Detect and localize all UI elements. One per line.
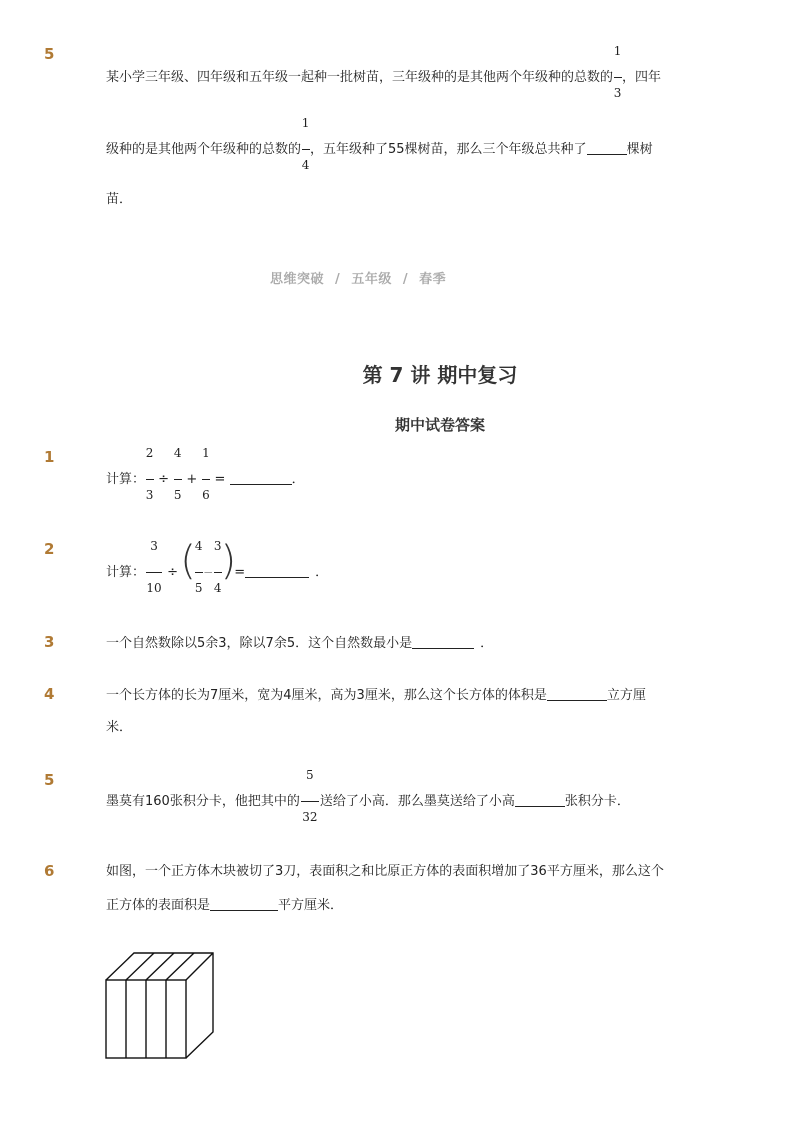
fraction-numerator: 4 — [173, 446, 182, 460]
question-tail: ． — [315, 565, 329, 580]
answer-blank[interactable] — [547, 687, 607, 701]
question-text-line: 苗． — [106, 192, 133, 207]
fraction-denominator: 3 — [613, 86, 622, 100]
fraction-numerator: 4 — [194, 539, 203, 553]
header-separator: / — [402, 272, 409, 287]
question-text-line — [106, 634, 493, 654]
operator: + — [186, 472, 198, 487]
header-subject: 思维突破 — [270, 272, 325, 287]
fraction-denominator: 3 — [145, 488, 154, 502]
fraction-numerator: 1 — [301, 116, 310, 130]
question-text-line — [106, 686, 646, 706]
calc-label: 计算： — [106, 565, 146, 580]
answer-blank[interactable] — [412, 635, 474, 649]
fraction — [613, 44, 622, 100]
question-text: ，四年 — [622, 70, 662, 85]
question-text: 立方厘 — [606, 688, 646, 703]
operator: = — [234, 565, 246, 580]
fraction-denominator: 10 — [146, 581, 162, 595]
question-text: 正方体的表面积是 — [106, 898, 211, 913]
question-number: 3 — [44, 633, 55, 651]
question-text: 棵树 — [626, 142, 653, 157]
header-term: 春季 — [419, 272, 447, 287]
fraction-denominator: 5 — [194, 581, 203, 595]
fraction — [145, 446, 154, 502]
operator: － — [203, 568, 214, 579]
calc-label: 计算： — [106, 472, 146, 487]
question-text-line — [106, 896, 343, 916]
parenthesized-expression — [180, 538, 237, 595]
question-number: 1 — [44, 448, 55, 466]
question-text-line — [106, 538, 329, 595]
fraction — [145, 539, 163, 595]
fraction-denominator: 4 — [213, 581, 222, 595]
question-number: 6 — [44, 862, 55, 880]
operator: ÷ — [158, 472, 170, 487]
fraction — [173, 446, 182, 502]
lecture-title: 第 7 讲 期中复习 — [362, 363, 518, 387]
question-text: 张积分卡． — [564, 794, 630, 809]
question-tail: ． — [480, 636, 494, 651]
question-text: 一个长方体的长为7厘米，宽为4厘米，高为3厘米，那么这个长方体的体积是 — [106, 688, 547, 703]
question-text: ，五年级种了55棵树苗，那么三个年级总共种了 — [310, 142, 587, 157]
question-number: 2 — [44, 540, 55, 558]
right-paren: ) — [220, 538, 237, 584]
question-tail: ． — [291, 472, 305, 487]
cut-cube-figure — [100, 946, 220, 1066]
question-text: 平方厘米． — [278, 898, 344, 913]
question-text-line — [106, 768, 630, 824]
fraction — [300, 768, 320, 824]
question-text-line — [106, 44, 662, 100]
answer-blank[interactable] — [210, 897, 278, 911]
operator: = — [214, 472, 226, 487]
fraction-denominator: 5 — [173, 488, 182, 502]
question-number: 5 — [44, 45, 55, 63]
header-grade: 五年级 — [351, 272, 392, 287]
question-number: 5 — [44, 771, 55, 789]
question-text: 某小学三年级、四年级和五年级一起种一批树苗，三年级种的是其他两个年级种的总数的 — [106, 70, 614, 85]
fraction-numerator: 1 — [202, 446, 210, 460]
fraction-numerator: 1 — [613, 44, 622, 58]
fraction-denominator: 4 — [301, 158, 310, 172]
fraction — [301, 116, 310, 172]
answer-blank[interactable] — [230, 471, 292, 485]
fraction — [194, 539, 203, 595]
lecture-subtitle: 期中试卷答案 — [394, 416, 485, 434]
answer-blank[interactable] — [587, 141, 627, 155]
fraction-numerator: 3 — [150, 539, 158, 553]
question-text: 一个自然数除以5余3，除以7余5．这个自然数最小是 — [106, 636, 413, 651]
question-text: 墨莫有160张积分卡，他把其中的 — [106, 794, 300, 809]
question-text: 送给了小高．那么墨莫送给了小高 — [319, 794, 515, 809]
question-text-line — [106, 116, 653, 172]
answer-blank[interactable] — [245, 564, 309, 578]
fraction-numerator: 3 — [213, 539, 222, 553]
fraction — [201, 446, 210, 502]
question-text-line: 如图，一个正方体木块被切了3刀，表面积之和比原正方体的表面积增加了36平方厘米，那么这个 — [106, 864, 664, 879]
question-text-line: 米． — [106, 720, 133, 735]
operator: ÷ — [167, 565, 179, 580]
question-number: 4 — [44, 685, 55, 703]
fraction-numerator: 2 — [145, 446, 154, 460]
answer-blank[interactable] — [515, 793, 565, 807]
question-text: 级种的是其他两个年级种的总数的 — [106, 142, 302, 157]
page-header — [270, 268, 446, 287]
fraction-denominator: 32 — [302, 810, 318, 824]
header-separator: / — [335, 272, 341, 287]
fraction-numerator: 5 — [306, 768, 314, 782]
fraction-denominator: 6 — [202, 488, 210, 502]
left-paren: ( — [180, 538, 196, 584]
question-text-line — [106, 446, 305, 502]
